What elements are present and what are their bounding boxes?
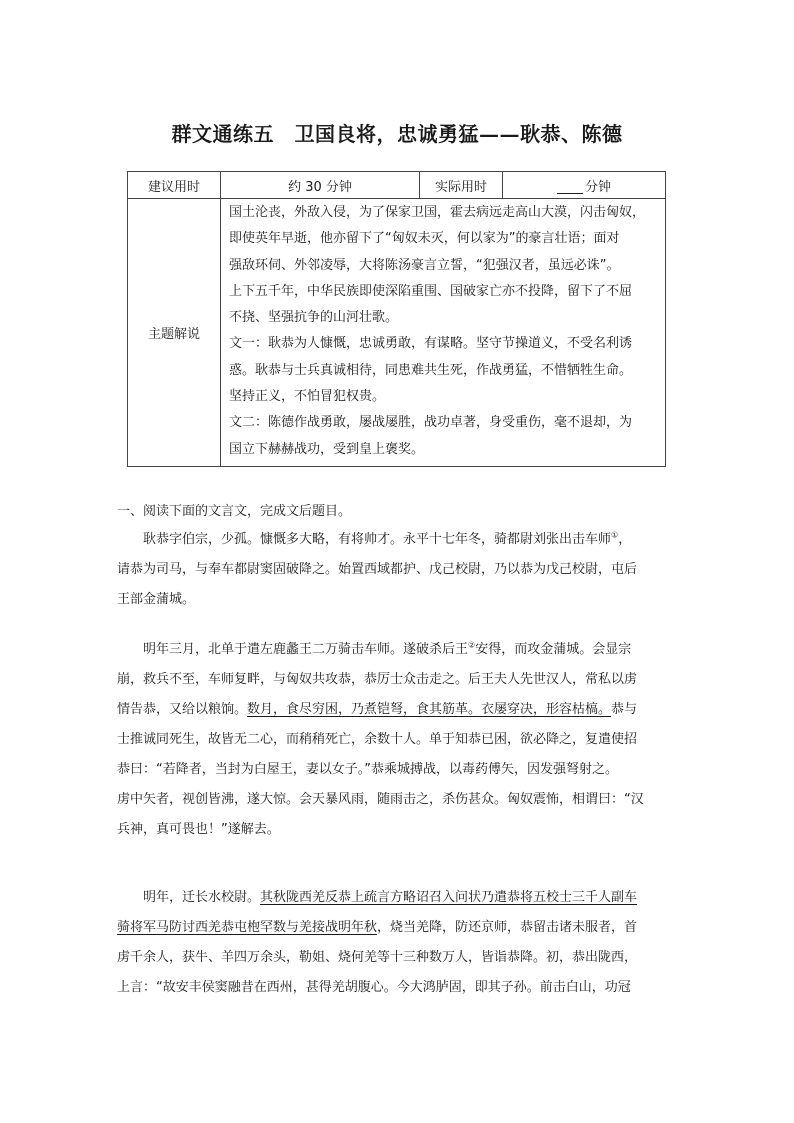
info-table bbox=[127, 171, 666, 467]
passage-line: 虏千余人，获牛、羊四万余头，勒姐、烧何羌等十三种数万人，皆诣恭降。初，恭出陇西， bbox=[117, 950, 638, 965]
passage-paragraph-1 bbox=[117, 525, 680, 615]
theme-line: 强敌环伺、外邻凌辱，大将陈汤豪言立誓，“犯强汉者，虽远必诛”。 bbox=[229, 257, 620, 273]
actual-time-cell bbox=[503, 172, 666, 199]
passage-line: 士推诚同死生，故皆无二心，而稍稍死亡，余数十人。单于知恭已困，欲必降之，复遣使招 bbox=[117, 732, 638, 747]
footnote-marker[interactable]: ② bbox=[468, 640, 476, 650]
passage-paragraph-2 bbox=[117, 635, 680, 845]
theme-line: 国土沦丧，外敌入侵，为了保家卫国，霍去病远走高山大漠，闪击匈奴， bbox=[229, 205, 646, 220]
theme-row bbox=[128, 199, 666, 467]
underlined-sentence: 其秋陇西羌反恭上疏言方略诏召入问状乃遣恭将五校士三千人副车 bbox=[260, 890, 638, 905]
passage-line: 崩，救兵不至，车师复畔，与匈奴共攻恭，恭厉士众击走之。后王夫人先世汉人，常私以虏 bbox=[117, 672, 638, 687]
passage-line: 王部金蒲城。 bbox=[117, 592, 196, 607]
passage-line: 情告恭，又给以粮饷。数月，食尽穷困，乃煮铠弩，食其筋革。衣屡穿决，形容枯槁。恭与 bbox=[117, 702, 638, 717]
theme-line: 上下五千年，中华民族即使深陷重围、国破家亡亦不投降，留下了不屈 bbox=[229, 283, 633, 299]
theme-label: 主题解说 bbox=[128, 199, 221, 467]
passage-line: 骑将军马防讨西羌恭屯枹罕数与羌接战明年秋，烧当羌降，防还京师，恭留击诸未服者，首 bbox=[117, 920, 638, 935]
actual-time-blank[interactable] bbox=[557, 179, 583, 194]
passage-line: 虏中矢者，视创皆沸，遂大惊。会天暴风雨，随雨击之，杀伤甚众。匈奴震怖，相谓曰：“汉 bbox=[117, 792, 644, 807]
suggested-time-value: 约 30 分钟 bbox=[221, 172, 420, 199]
underlined-sentence: 骑将军马防讨西羌恭屯枹罕数与羌接战明年秋 bbox=[117, 920, 378, 935]
footnote-marker[interactable]: ① bbox=[611, 530, 619, 540]
theme-line: 文一：耿恭为人慷慨，忠诚勇敢，有谋略。坚守节操道义，不受名利诱 bbox=[229, 336, 633, 352]
passage-line: 耿恭字伯宗，少孤。慷慨多大略，有将帅才。永平十七年冬，骑都尉刘张出击车师①， bbox=[143, 530, 632, 547]
passage-line: 明年三月，北单于遣左鹿蠡王二万骑击车师。遂破杀后王②安得，而攻金蒲城。会显宗 bbox=[143, 640, 632, 657]
theme-line: 坚持正义，不怕冒犯权贵。 bbox=[229, 389, 386, 405]
underlined-sentence: 数月，食尽穷困，乃煮铠弩，食其筋革。衣屡穿决，形容枯槁。 bbox=[247, 702, 612, 717]
theme-line: 即使英年早逝，他亦留下了“匈奴未灭，何以家为”的豪言壮语；面对 bbox=[229, 231, 620, 247]
actual-time-label: 实际用时 bbox=[420, 172, 503, 199]
theme-content bbox=[221, 199, 666, 467]
theme-line: 惑。耿恭与士兵真诚相待，同患难共生死，作战勇猛，不惜牺牲生命。 bbox=[229, 362, 633, 378]
passage-line: 恭曰：“若降者，当封为白屋王，妻以女子。”恭乘城搏战，以毒药傅矢，因发强弩射之。 bbox=[117, 762, 618, 777]
passage-paragraph-3 bbox=[117, 883, 680, 1003]
passage-line: 兵神，真可畏也！”遂解去。 bbox=[117, 822, 280, 837]
theme-line: 不挠、坚强抗争的山河壮歌。 bbox=[229, 310, 399, 326]
passage-line: 请恭为司马，与奉车都尉窦固破降之。始置西域都护、戊己校尉，乃以恭为戊己校尉，屯后 bbox=[117, 562, 638, 577]
question-heading: 一、阅读下面的文言文，完成文后题目。 bbox=[117, 504, 352, 519]
passage-line: 明年，迁长水校尉。其秋陇西羌反恭上疏言方略诏召入问状乃遣恭将五校士三千人副车 bbox=[143, 890, 638, 905]
time-row bbox=[128, 172, 666, 199]
theme-line: 国立下赫赫战功，受到皇上褒奖。 bbox=[229, 441, 425, 457]
page-title: 群文通练五 卫国良将，忠诚勇猛——耿恭、陈德 bbox=[171, 122, 623, 146]
theme-line: 文二：陈德作战勇敢，屡战屡胜，战功卓著，身受重伤，毫不退却，为 bbox=[229, 415, 633, 431]
passage-line: 上言：“故安丰侯窦融昔在西州，甚得羌胡腹心。今大鸿胪固，即其子孙。前击白山，功冠 bbox=[117, 980, 631, 995]
actual-time-unit: 分钟 bbox=[584, 179, 611, 195]
suggested-time-label: 建议用时 bbox=[128, 172, 221, 199]
